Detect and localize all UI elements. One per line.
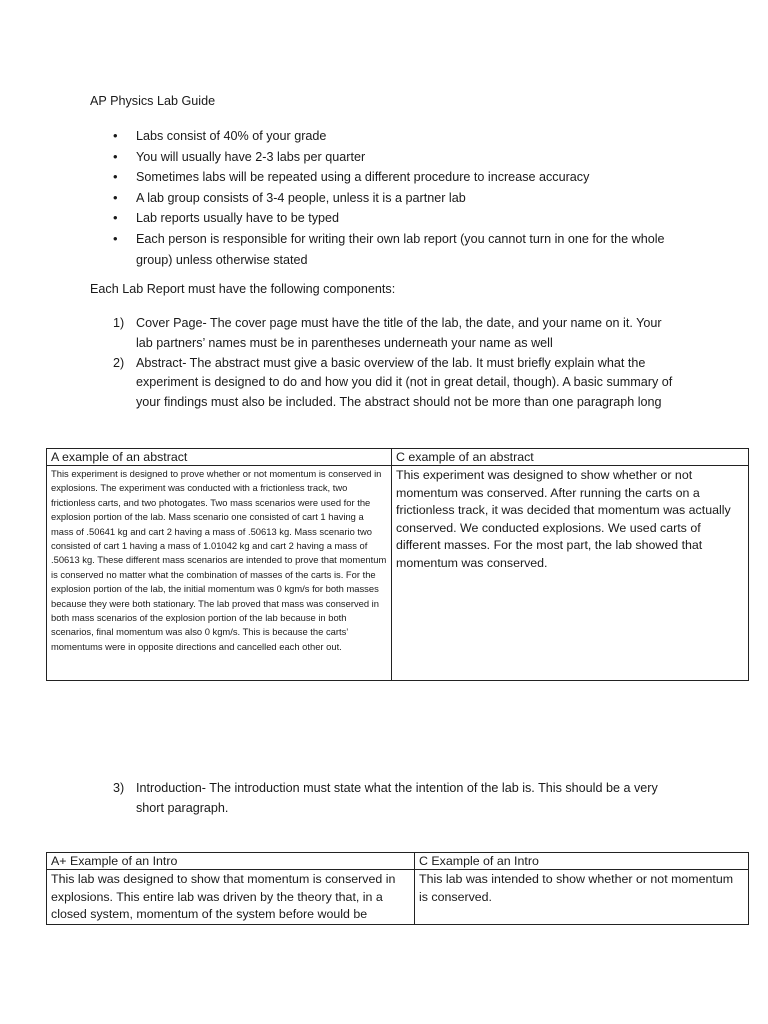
a-abstract-text: This experiment is designed to prove whether or not momentum is conserved in explosions. The experiment was conducted with a frictionless track, two frictionless carts, and two photogates. Two mass scenarios were used for the explosion portion of the lab. Mass scenario one consisted of cart 1 having a mass of .50641 kg and cart 2 having a mass of .50613 kg. Mass scenario two consisted of cart 1 having a mass of 1.01042 kg and cart 2 having a mass of .50613 kg. These different mass scenarios are intended to prove that momentum is conserved no matter what the combination of masses of the carts is. For the explosion portion of the lab, the initial momentum was 0 kgm/s for both masses because they were both stationary. The lab proved that mass was conserved in both mass scenarios of the explosion portion of the lab because in both scenarios, final momentum was also 0 kgm/s. This is because the carts’ momentums were in opposite directions and cancelled each other out.: [47, 466, 392, 681]
components-heading: Each Lab Report must have the following components:: [90, 282, 396, 296]
c-intro-header: C Example of an Intro: [415, 853, 749, 870]
abstract-examples-table: [46, 448, 749, 681]
bullet-item: [0, 229, 676, 270]
guide-bullet-list: [0, 126, 768, 270]
components-list: [0, 314, 768, 413]
bullet-text: Lab reports usually have to be typed: [136, 211, 340, 226]
list-number: 2): [113, 355, 125, 370]
bullet-marker: •: [113, 128, 118, 143]
c-intro-text: This lab was intended to show whether or not momentum is conserved.: [415, 870, 749, 925]
c-abstract-text: This experiment was designed to show whether or not momentum was conserved. After running the carts on a frictionless track, it was decided that momentum was actually conserved. We conducted explosions. We used carts of different masses. For the most part, the lab showed that momentum was conserved.: [392, 466, 749, 681]
bullet-marker: •: [113, 230, 118, 246]
bullet-item: [0, 188, 676, 209]
bullet-item: [0, 147, 676, 168]
bullet-item: [0, 167, 676, 188]
list-number: 1): [113, 316, 125, 330]
bullet-text: You will usually have 2-3 labs per quarter: [136, 149, 366, 164]
document-title: AP Physics Lab Guide: [90, 94, 216, 108]
bullet-marker: •: [113, 169, 118, 185]
a-plus-intro-text: This lab was designed to show that momentum is conserved in explosions. This entire lab was driven by the theory that, in a closed system, momentum of the system before would be: [47, 870, 415, 925]
bullet-text: Sometimes labs will be repeated using a different procedure to increase accuracy: [136, 170, 590, 185]
bullet-text: Each person is responsible for writing their own lab report (you cannot turn in one for the whole group) unless otherwise stated: [136, 231, 665, 267]
component-text: Introduction- The introduction must state what the intention of the lab is. This should be a very short paragraph.: [136, 781, 658, 815]
component-item: [0, 779, 676, 819]
bullet-marker: •: [113, 189, 118, 205]
bullet-text: Labs consist of 40% of your grade: [136, 129, 327, 143]
bullet-marker: •: [113, 148, 118, 164]
bullet-item: [0, 126, 676, 147]
component-text: Cover Page- The cover page must have the title of the lab, the date, and your name on it. Your lab partners’ names must be in parentheses underneath your name as well: [136, 316, 662, 350]
bullet-text: A lab group consists of 3-4 people, unless it is a partner lab: [136, 190, 466, 205]
bullet-marker: •: [113, 210, 118, 226]
c-abstract-header: C example of an abstract: [392, 449, 749, 466]
intro-examples-table: [46, 852, 749, 925]
a-plus-intro-header: A+ Example of an Intro: [47, 853, 415, 870]
component-introduction: [0, 779, 768, 819]
component-cover-page: [0, 314, 676, 354]
bullet-item: [0, 208, 676, 229]
component-text: Abstract- The abstract must give a basic overview of the lab. It must briefly explain what the experiment is designed to do and how you did it (not in great detail, though). A basic summary of your findings must also be included. The abstract should not be more than one paragraph long: [136, 355, 673, 410]
component-abstract: [0, 354, 676, 413]
list-number: 3): [113, 781, 125, 795]
a-abstract-header: A example of an abstract: [47, 449, 392, 466]
